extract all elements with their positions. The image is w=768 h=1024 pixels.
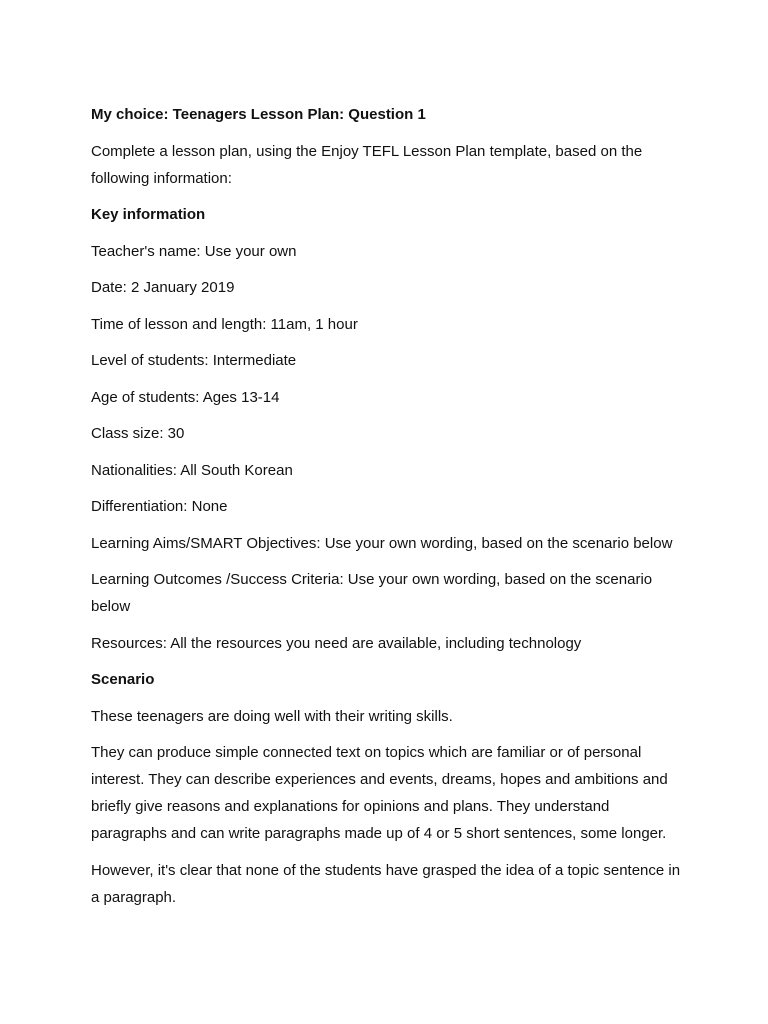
intro-paragraph: Complete a lesson plan, using the Enjoy TEFL Lesson Plan template, based on the following information: xyxy=(91,142,643,187)
scenario-paragraph-3: However, it's clear that none of the students have grasped the idea of a topic sentence in a paragraph. xyxy=(91,861,681,906)
age-line: Age of students: Ages 13-14 xyxy=(91,388,280,406)
key-information-heading: Key information xyxy=(91,206,206,223)
document-heading: My choice: Teenagers Lesson Plan: Question 1 xyxy=(91,106,426,123)
scenario-paragraph-2: They can produce simple connected text on topics which are familiar or of personal interest. They can describe experiences and events, dreams, hopes and ambitions and briefly give reasons and explanations for opinions and plans. They understand paragraphs and can write paragraphs made up of 4 or 5 short sentences, some longer. xyxy=(91,744,668,842)
scenario-heading: Scenario xyxy=(91,671,155,688)
resources-line: Resources: All the resources you need are available, including technology xyxy=(91,634,582,652)
teacher-name-line: Teacher's name: Use your own xyxy=(91,242,297,260)
learning-outcomes-line: Learning Outcomes /Success Criteria: Use your own wording, based on the scenario below xyxy=(91,571,653,615)
level-line: Level of students: Intermediate xyxy=(91,352,297,369)
time-line: Time of lesson and length: 11am, 1 hour xyxy=(91,315,358,333)
date-line: Date: 2 January 2019 xyxy=(91,279,235,296)
differentiation-line: Differentiation: None xyxy=(91,498,228,515)
class-size-line: Class size: 30 xyxy=(91,425,185,442)
learning-aims-line: Learning Aims/SMART Objectives: Use your own wording, based on the scenario below xyxy=(91,534,673,552)
scenario-paragraph-1: These teenagers are doing well with their writing skills. xyxy=(91,707,453,725)
nationalities-line: Nationalities: All South Korean xyxy=(91,461,293,479)
